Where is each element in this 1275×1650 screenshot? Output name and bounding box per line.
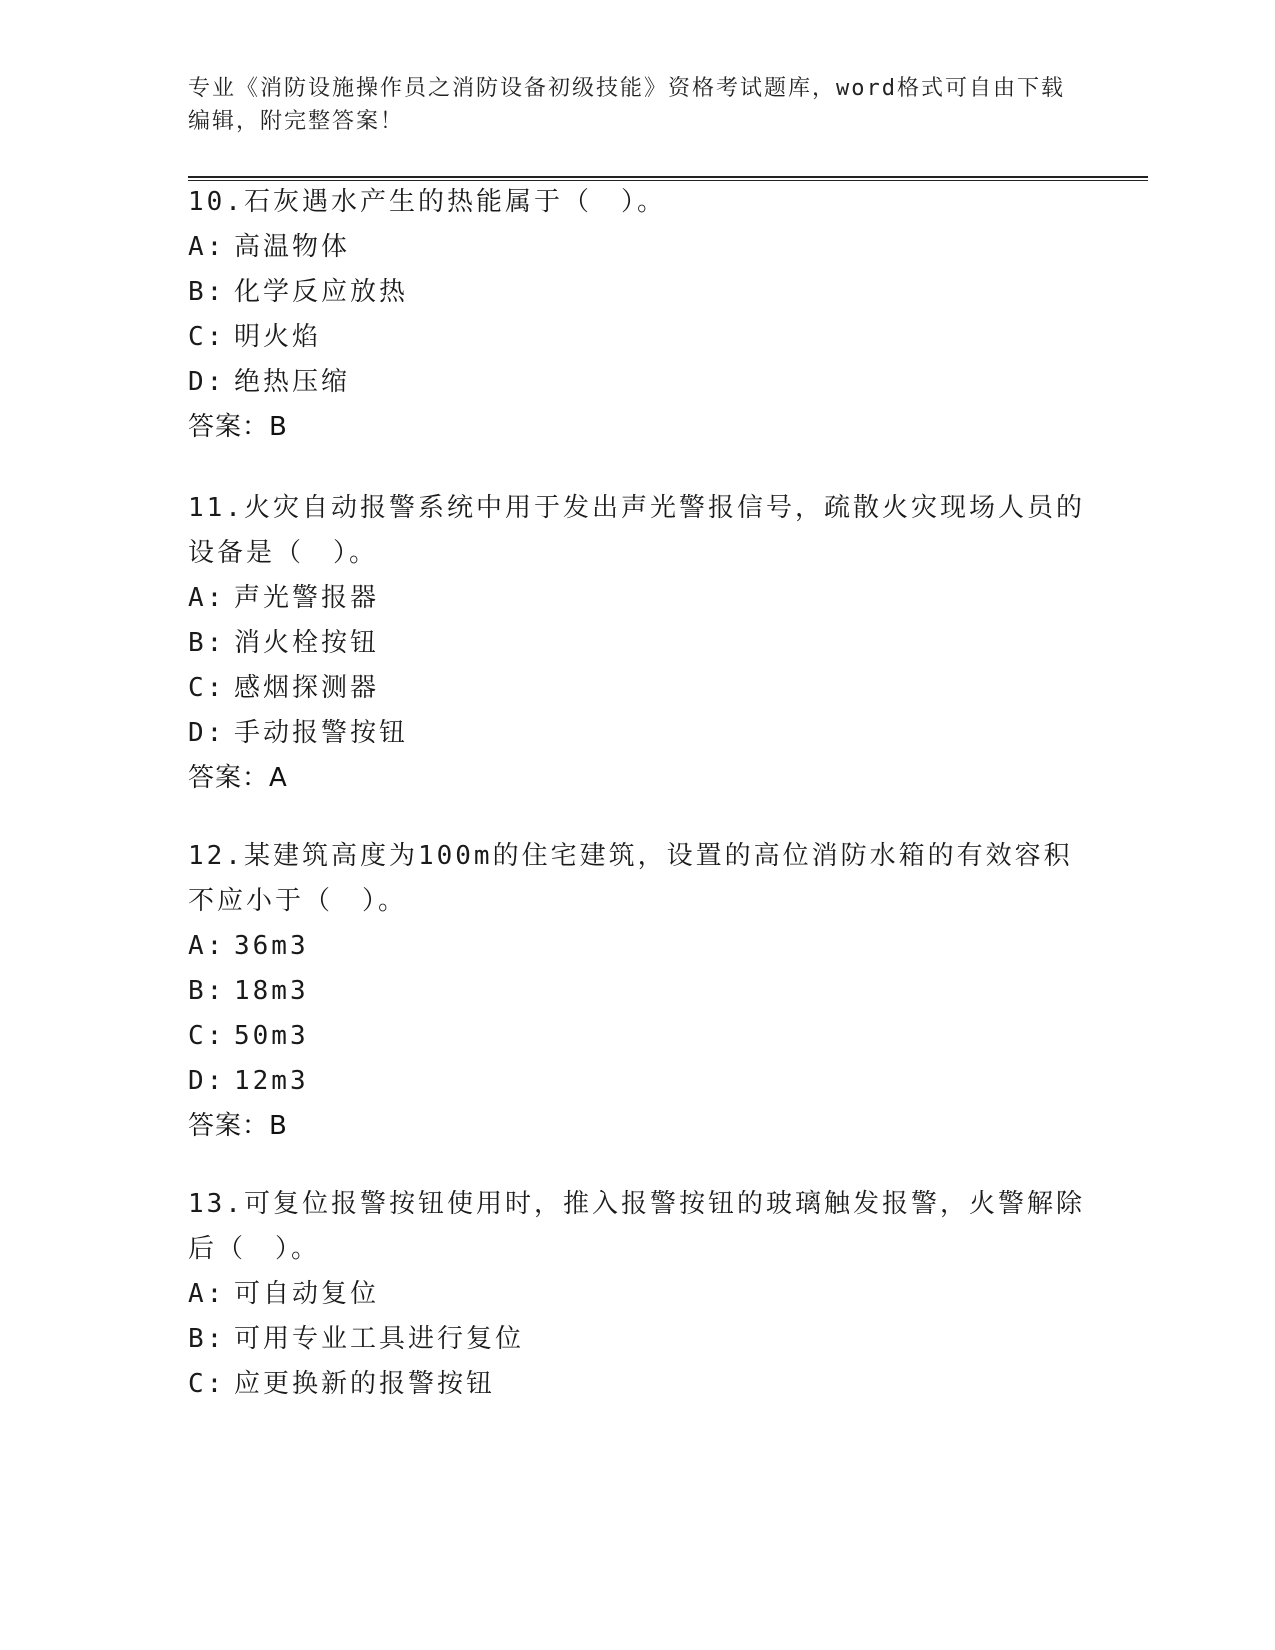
question-stem: 13.可复位报警按钮使用时，推入报警按钮的玻璃触发报警，火警解除后（ ）。 (188, 1189, 1085, 1264)
option-letter: C: (188, 1369, 226, 1399)
option-c (188, 315, 1088, 360)
option-letter: A: (188, 1279, 226, 1309)
option-letter: D: (188, 1066, 226, 1096)
option-a (188, 1272, 1088, 1317)
answer: 答案：A (188, 763, 288, 793)
option-text: 绝热压缩 (234, 367, 351, 397)
option-text: 50m3 (234, 1021, 309, 1051)
option-letter: B: (188, 976, 226, 1006)
question-stem: 11.火灾自动报警系统中用于发出声光警报信号，疏散火灾现场人员的设备是（ ）。 (188, 493, 1085, 568)
option-text: 18m3 (234, 976, 309, 1006)
option-a (188, 225, 1088, 270)
option-text: 明火焰 (234, 322, 322, 352)
option-b (188, 1317, 1088, 1362)
option-letter: A: (188, 232, 226, 262)
question-13 (188, 1182, 1088, 1407)
answer: 答案：B (188, 1111, 288, 1141)
option-text: 手动报警按钮 (234, 718, 409, 748)
option-c (188, 666, 1088, 711)
option-letter: D: (188, 367, 226, 397)
option-text: 12m3 (234, 1066, 309, 1096)
option-letter: B: (188, 1324, 226, 1354)
option-letter: C: (188, 1021, 226, 1051)
option-text: 可自动复位 (234, 1279, 380, 1309)
option-letter: A: (188, 583, 226, 613)
option-letter: B: (188, 628, 226, 658)
question-stem: 12.某建筑高度为100m的住宅建筑，设置的高位消防水箱的有效容积不应小于（ ）。 (188, 841, 1073, 916)
question-stem: 10.石灰遇水产生的热能属于（ ）。 (188, 187, 666, 217)
option-d (188, 711, 1088, 756)
option-text: 声光警报器 (234, 583, 380, 613)
option-c (188, 1362, 1088, 1407)
option-text: 消火栓按钮 (234, 628, 380, 658)
option-text: 36m3 (234, 931, 309, 961)
option-c (188, 1014, 1088, 1059)
option-text: 可用专业工具进行复位 (234, 1324, 525, 1354)
question-12 (188, 834, 1088, 1149)
option-a (188, 576, 1088, 621)
option-text: 应更换新的报警按钮 (234, 1369, 496, 1399)
option-b (188, 621, 1088, 666)
answer: 答案：B (188, 412, 288, 442)
question-11 (188, 486, 1088, 801)
option-letter: D: (188, 718, 226, 748)
option-b (188, 270, 1088, 315)
option-letter: B: (188, 277, 226, 307)
document-header: 专业《消防设施操作员之消防设备初级技能》资格考试题库，word格式可自由下载编辑，附完整答案！ (188, 76, 1065, 134)
option-text: 化学反应放热 (234, 277, 409, 307)
option-a (188, 924, 1088, 969)
question-10 (188, 180, 1088, 450)
option-text: 高温物体 (234, 232, 351, 262)
option-letter: C: (188, 673, 226, 703)
option-letter: A: (188, 931, 226, 961)
option-d (188, 1059, 1088, 1104)
option-b (188, 969, 1088, 1014)
option-d (188, 360, 1088, 405)
option-letter: C: (188, 322, 226, 352)
option-text: 感烟探测器 (234, 673, 380, 703)
